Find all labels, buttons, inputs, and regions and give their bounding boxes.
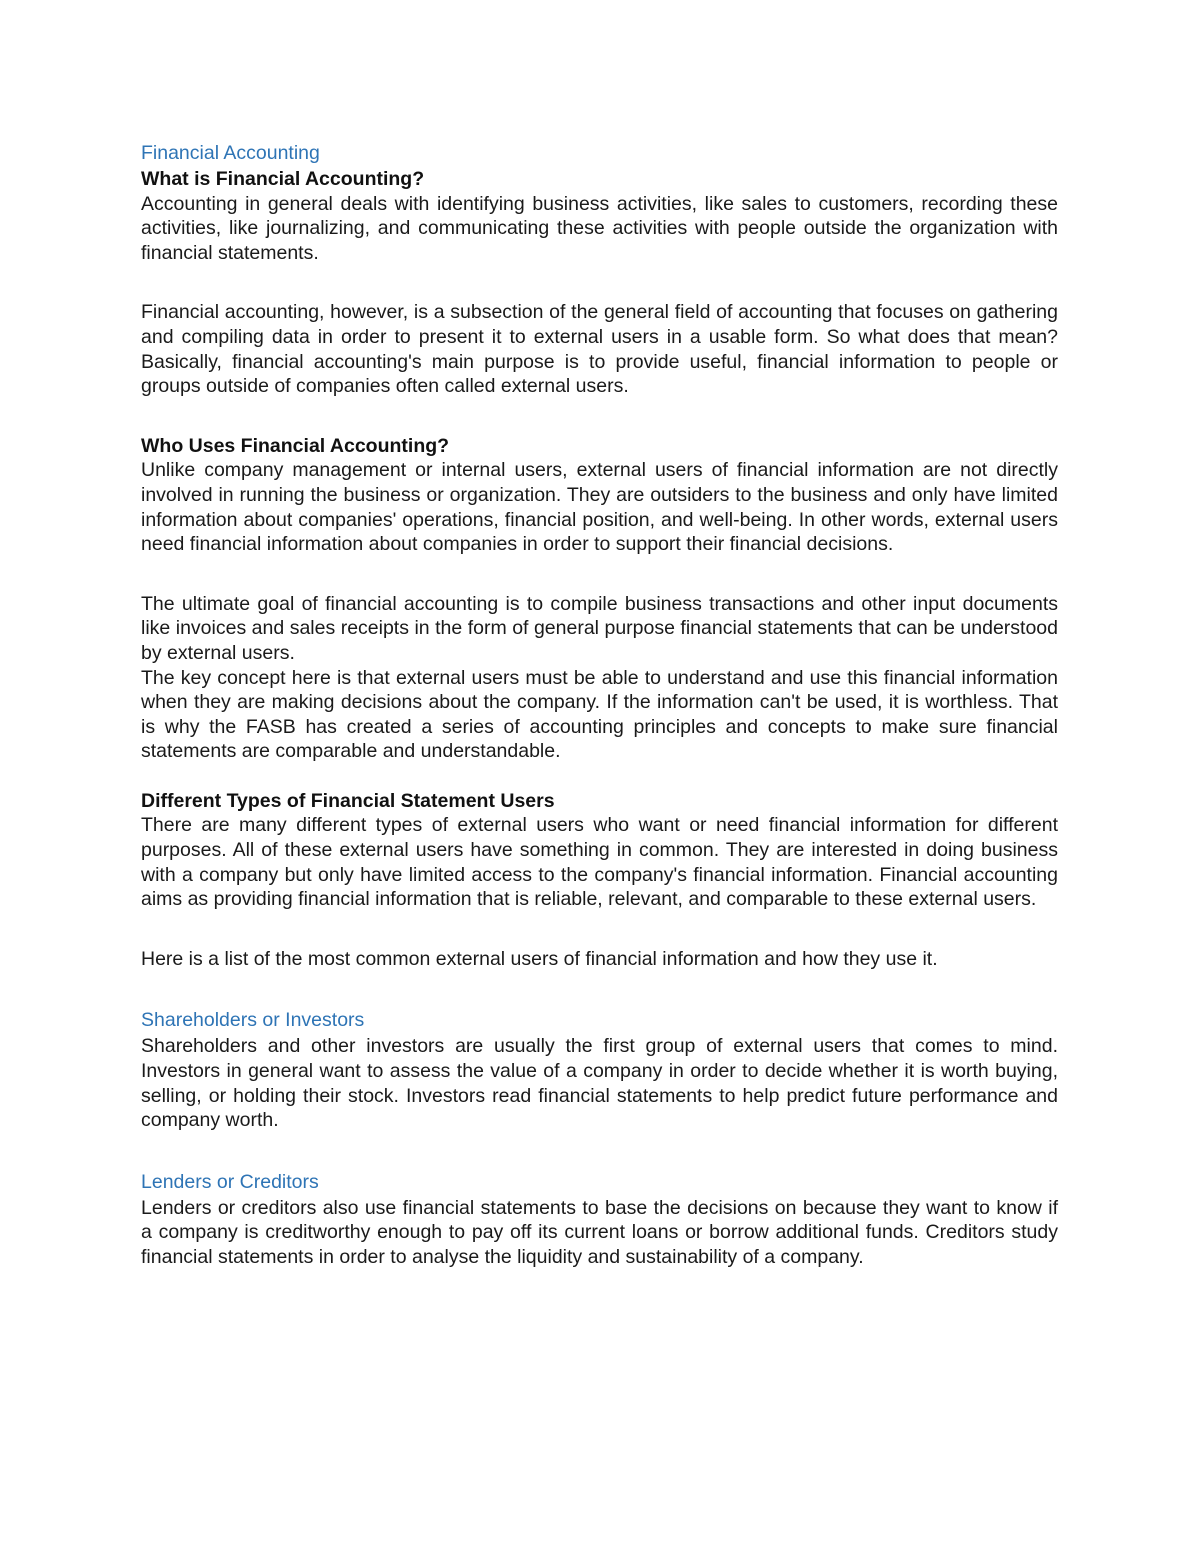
section-heading-what-is: What is Financial Accounting?	[141, 168, 425, 190]
section-heading-lenders: Lenders or Creditors	[141, 1170, 319, 1193]
paragraph: The key concept here is that external users must be able to understand and use this financial information when they are making decisions about the company. If the information can't be used, it is worthless. That is why the FASB has created a series of accounting principles and concepts to make sure financial statements are comparable and understandable.	[141, 666, 1058, 763]
spacer	[141, 557, 1058, 592]
section-heading-shareholders: Shareholders or Investors	[141, 1009, 365, 1032]
document-body	[141, 139, 1058, 1270]
section-heading-who-uses: Who Uses Financial Accounting?	[141, 434, 450, 457]
spacer	[141, 1133, 1058, 1168]
paragraph: There are many different types of external users who want or need financial information for different purposes. All of these external users have something in common. They are interested in doing business with a company but only have limited access to the company's financial information. Financial accounting aims as providing financial information that is reliable, relevant, and comparable to these external users.	[141, 814, 1058, 911]
paragraph: Shareholders and other investors are usually the first group of external users that comes to mind. Investors in general want to assess the value of a company in order to decide whether it is worth buying, selling, or holding their stock. Investors read financial statements to help predict future performance and company worth.	[141, 1035, 1058, 1132]
section-heading-types-of-users: Different Types of Financial Statement Users	[141, 789, 555, 812]
spacer	[141, 265, 1058, 300]
paragraph: The ultimate goal of financial accounting is to compile business transactions and other input documents like invoices and sales receipts in the form of general purpose financial statements that can be understood by external users.	[141, 592, 1058, 664]
paragraph: Financial accounting, however, is a subsection of the general field of accounting that focuses on gathering and compiling data in order to present it to external users in a usable form. So what does that mean? Basically, financial accounting's main purpose is to provide useful, financial information to people or groups outside of companies often called external users.	[141, 301, 1058, 398]
paragraph: Accounting in general deals with identifying business activities, like sales to customers, recording these activities, like journalizing, and communicating these activities with people outside the organization with financial statements.	[141, 192, 1058, 264]
paragraph: Lenders or creditors also use financial statements to base the decisions on because they want to know if a company is creditworthy enough to pay off its current loans or borrow additional funds. Creditors study financial statements in order to analyse the liquidity and sustainability of a company.	[141, 1196, 1058, 1268]
spacer	[141, 971, 1058, 1006]
spacer	[141, 399, 1058, 434]
paragraph: Unlike company management or internal users, external users of financial information are not directly involved in running the business or organization. They are outsiders to the business and only have limited information about companies' operations, financial position, and well-being. In other words, external users need financial information about companies in order to support their financial decisions.	[141, 459, 1058, 556]
document-title: Financial Accounting	[141, 142, 320, 164]
spacer	[141, 764, 1058, 789]
paragraph: Here is a list of the most common external users of financial information and how they use it.	[141, 947, 938, 970]
spacer	[141, 912, 1058, 947]
